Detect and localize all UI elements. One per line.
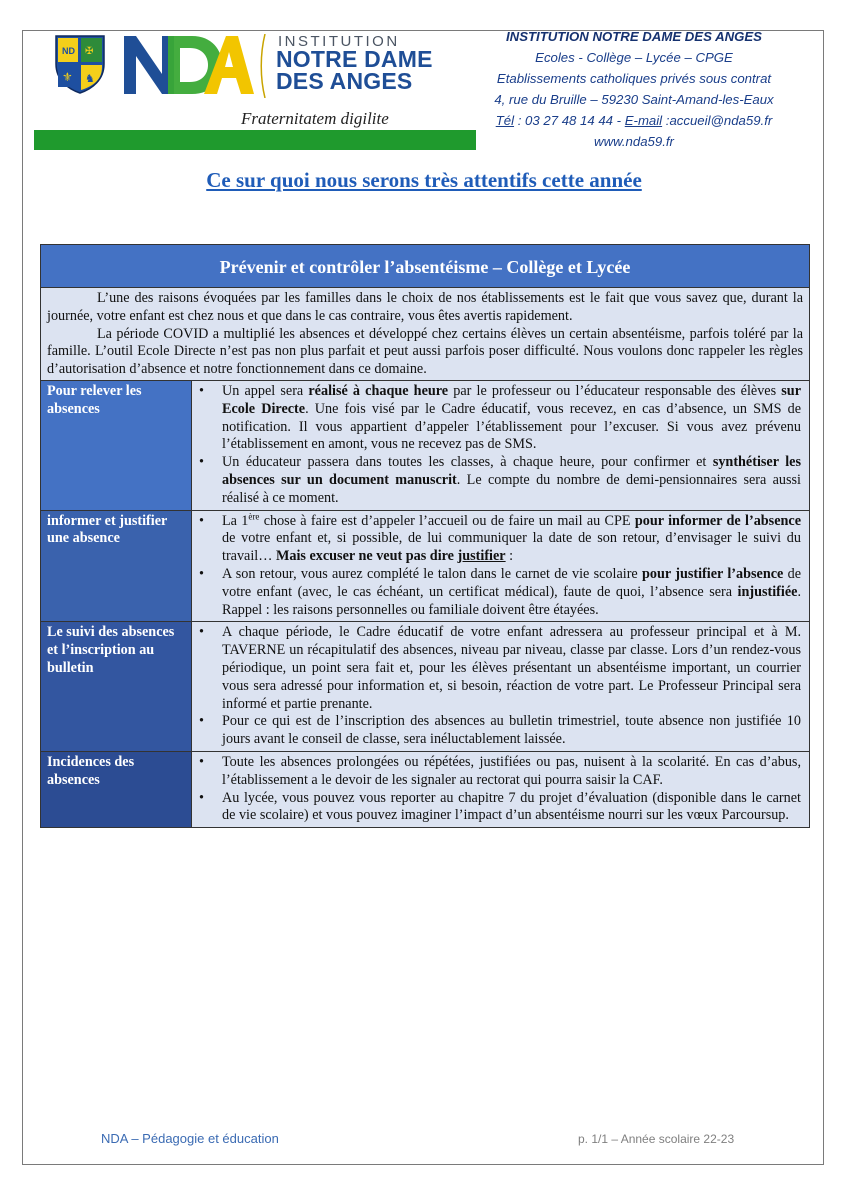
table-row bbox=[41, 381, 809, 511]
intro-paragraph-2: La période COVID a multiplié les absences et développé chez certains élèves un certain absentéisme, parfois toléré par la famille. L’outil Ecole Directe n’est pas non plus parfait et peut aussi parfois poser difficulté. Nous voulons donc rappeler les règles d’autorisation d’absence et notre fonctionnement dans ce domaine. bbox=[47, 325, 803, 378]
institution-name-line1: NOTRE DAME bbox=[276, 46, 433, 72]
intro-text bbox=[41, 288, 809, 381]
table-row bbox=[41, 622, 809, 752]
nda-logo bbox=[122, 32, 254, 96]
row-label: informer et justifier une absence bbox=[41, 511, 192, 622]
institution-name bbox=[276, 48, 433, 92]
institution-label: INSTITUTION bbox=[278, 33, 400, 50]
page-title: Ce sur quoi nous serons très attentifs cette année bbox=[206, 168, 642, 192]
table-row bbox=[41, 511, 809, 623]
row-label: Le suivi des absences et l’inscription au bulletin bbox=[41, 622, 192, 751]
contact-block bbox=[478, 26, 790, 152]
crest-logo bbox=[54, 34, 106, 94]
bullet-item: • A son retour, vous aurez complété le talon dans le carnet de vie scolaire pour justifier l’absence de votre enfant (avec, le cas échéant, un certificat médical), faute de quoi, l’absence sera injustifiée. Rappel : les raisons personnelles ou familiale doivent être étayées. bbox=[222, 566, 801, 619]
svg-text:⚜: ⚜ bbox=[62, 70, 73, 84]
footer-left: NDA – Pédagogie et éducation bbox=[101, 1131, 279, 1146]
email-value[interactable]: :accueil@nda59.fr bbox=[662, 113, 773, 128]
logo-separator bbox=[259, 34, 267, 98]
website-link[interactable]: www.nda59.fr bbox=[594, 134, 674, 149]
institution-name-line2: DES ANGES bbox=[276, 68, 413, 94]
bullet-item: • Au lycée, vous pouvez vous reporter au chapitre 7 du projet d’évaluation (disponible dans le carnet de vie scolaire) et vous pouvez imaginer l’impact d’un absentéisme nourri sur les vœux Parcoursup. bbox=[222, 790, 801, 826]
footer-right: p. 1/1 – Année scolaire 22-23 bbox=[578, 1132, 735, 1146]
row-label: Pour relever les absences bbox=[41, 381, 192, 510]
row-label: Incidences des absences bbox=[41, 752, 192, 827]
bullet-item: • A chaque période, le Cadre éducatif de votre enfant adressera au professeur principal et à M. TAVERNE un récapitulatif des absences, niveau par niveau, classe par classe. Lors d’un rendez-vous périodique, un point sera fait et, pour les élèves présentant un absentéisme important, un courrier vous sera adressé pour information et, si besoin, réaction de votre part. Le Professeur Principal sera informé et partie prenante. bbox=[222, 624, 801, 713]
absenteeism-box bbox=[40, 244, 810, 828]
row-content bbox=[192, 752, 809, 827]
bullet-item: • Un appel sera réalisé à chaque heure par le professeur ou l’éducateur responsable des élèves sur Ecole Directe. Une fois visé par le Cadre éducatif, vous recevez, en cas d’absence, un SMS de notification. Il vous appartient d’appeler l’établissement pour l’excuser. Si vous avez prévenu l’établissement en amont, vous ne recevez pas de SMS. bbox=[222, 383, 801, 454]
email-label[interactable]: E-mail bbox=[624, 113, 663, 128]
contact-address: 4, rue du Bruille – 59230 Saint-Amand-les-Eaux bbox=[494, 92, 774, 107]
contact-phone-email bbox=[478, 110, 790, 131]
contact-status: Etablissements catholiques privés sous contrat bbox=[496, 71, 772, 86]
contact-institution: INSTITUTION NOTRE DAME DES ANGES bbox=[506, 29, 762, 44]
motto: Fraternitatem digilite bbox=[241, 109, 389, 128]
svg-text:♞: ♞ bbox=[85, 72, 95, 85]
box-title: Prévenir et contrôler l’absentéisme – Collège et Lycée bbox=[41, 245, 809, 288]
contact-levels: Ecoles - Collège – Lycée – CPGE bbox=[535, 50, 733, 65]
tel-value: : 03 27 48 14 44 - bbox=[514, 113, 625, 128]
tel-label: Tél bbox=[495, 113, 515, 128]
row-content bbox=[192, 511, 809, 622]
bullet-item: • Toute les absences prolongées ou répétées, justifiées ou pas, nuisent à la scolarité. En cas d’abus, l’établissement a le devoir de les signaler au rectorat qui pourra saisir la CAF. bbox=[222, 754, 801, 790]
svg-text:✠: ✠ bbox=[85, 46, 94, 57]
bullet-item: • La 1ère chose à faire est d’appeler l’accueil ou de faire un mail au CPE pour informer de l’absence de votre enfant et, si possible, de lui communiquer la date de son retour, d’envisager le suivi du travail… Mais excuser ne veut pas dire justifier : bbox=[222, 513, 801, 566]
svg-text:ND: ND bbox=[62, 46, 75, 56]
intro-paragraph-1: L’une des raisons évoquées par les familles dans le choix de nos établissements est le fait que vous savez que, durant la journée, votre enfant est chez nous et que dans le cas contraire, vous êtes avertis rapidement. bbox=[47, 290, 803, 324]
bullet-item: • Pour ce qui est de l’inscription des absences au bulletin trimestriel, toute absence non justifiée 10 jours avant le conseil de classe, sera inéluctablement laissée. bbox=[222, 713, 801, 749]
row-content bbox=[192, 381, 809, 510]
row-content bbox=[192, 622, 809, 751]
table-row bbox=[41, 752, 809, 827]
bullet-item: • Un éducateur passera dans toutes les classes, à chaque heure, pour confirmer et synthétiser les absences sur un document manuscrit. Le compte du nombre de demi-pensionnaires sera aussi réalisé à ce moment. bbox=[222, 454, 801, 507]
green-header-bar bbox=[34, 130, 476, 150]
